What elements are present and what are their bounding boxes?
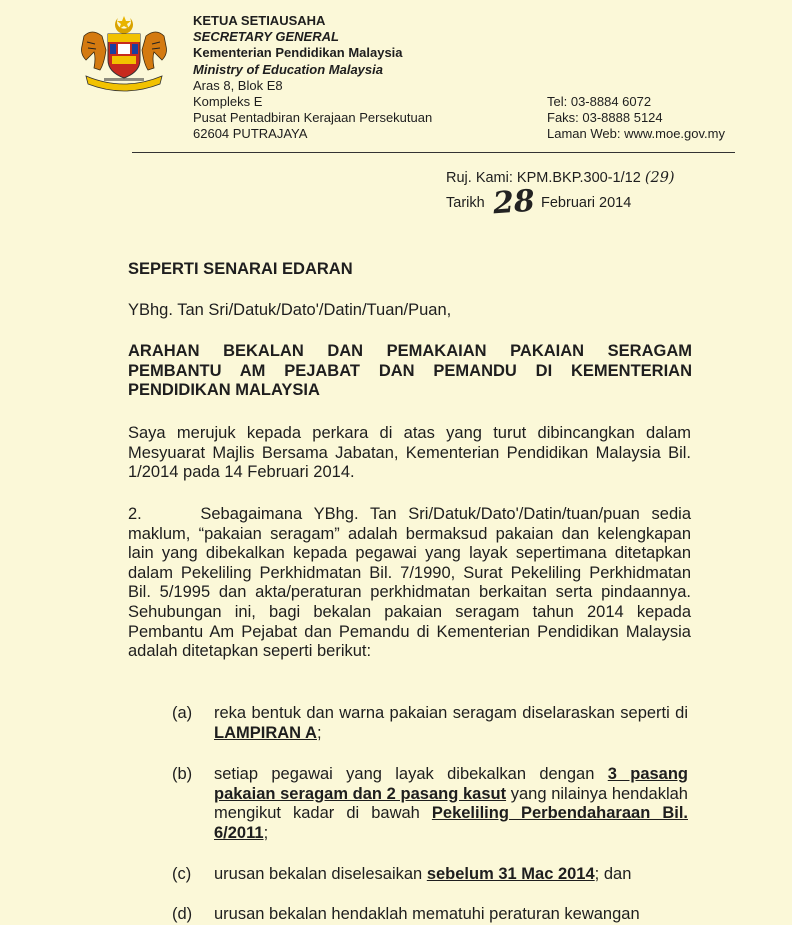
reference-number [446,170,675,186]
letterhead-contact [547,94,725,143]
address-line: Aras 8, Blok E8 [193,77,283,93]
telephone: Tel: 03-8884 6072 [547,94,652,109]
reference-label: Ruj. Kami: KPM.BKP.300-1/12 [446,170,641,186]
address-line: Kompleks E [193,94,263,110]
letterhead-title: KETUA SETIAUSAHA [193,13,326,28]
emphasis: sebelum 31 Mac 2014 [426,865,595,883]
date-line [446,195,632,211]
website: Laman Web: www.moe.gov.my [547,126,725,142]
letterhead-title-en: SECRETARY GENERAL [193,29,339,45]
address-line: Pusat Pentadbiran Kerajaan Persekutuan [193,110,433,126]
item-text: reka bentuk dan warna pakaian seragam diselaraskan seperti di LAMPIRAN A; [214,704,688,742]
reference-handwritten-number: (29) [644,170,675,186]
recipient: SEPERTI SENARAI EDARAN [128,260,353,278]
date-label: Tarikh [446,195,485,211]
item-text: urusan bekalan hendaklah mematuhi peraturan kewangan [214,905,640,923]
handwritten-date-day: 28 [491,183,536,222]
address-line: 62604 PUTRAJAYA [193,126,308,142]
item-label: (d) [172,905,193,923]
item-label: (b) [172,765,193,783]
emphasis: 3 pasang pakaian seragam dan 2 pasang kasut [214,765,689,803]
letterhead-divider [132,152,735,153]
letterhead-ministry-en: Ministry of Education Malaysia [193,61,383,77]
paragraph-2: 2. Sebagaimana YBhg. Tan Sri/Datuk/Dato'/Datin/tuan/puan sedia maklum, “pakaian seragam” adalah bermaksud pakaian dan kelengkapan lain yang dibekalkan kepada pegawai yang layak sepertimana ditetapkan dalam Pekeliling Perkhidmatan Bil. 7/1990, Surat Pekeliling Perkhidmatan Bil. 5/1995 dan akta/peraturan perkhidmatan berkaitan serta pindaannya. Sehubungan ini, bagi bekalan pakaian seragam tahun 2014 kepada Pembantu Am Pejabat dan Pemandu di Kementerian Pendidikan Malaysia adalah ditetapkan seperti berikut: [128,505,691,661]
salutation: YBhg. Tan Sri/Datuk/Dato'/Datin/Tuan/Puan, [128,301,452,319]
letterhead-ministry: Kementerian Pendidikan Malaysia [193,45,403,61]
fax: Faks: 03-8888 5124 [547,110,663,126]
emphasis: Pekeliling Perbendaharaan Bil. 6/2011 [214,804,688,842]
date-month-year: Februari 2014 [541,195,632,211]
item-text: setiap pegawai yang layak dibekalkan dengan 3 pasang pakaian seragam dan 2 pasang kasut yang nilainya hendaklah mengikut kadar di bawah Pekeliling Perbendaharaan Bil. 6/2011; [214,765,689,842]
coat-of-arms-logo [74,14,174,94]
item-label: (c) [172,865,192,883]
letter-subject: ARAHAN BEKALAN DAN PEMAKAIAN PAKAIAN SERAGAM PEMBANTU AM PEJABAT DAN PEMANDU DI KEMENTERIAN PENDIDIKAN MALAYSIA [128,342,692,400]
emphasis: LAMPIRAN A [214,723,317,742]
item-text: urusan bekalan diselesaikan sebelum 31 Mac 2014; dan [214,865,632,883]
paragraph-1: Saya merujuk kepada perkara di atas yang turut dibincangkan dalam Mesyuarat Majlis Bersama Jabatan, Kementerian Pendidikan Malaysia Bil. 1/2014 pada 14 Februari 2014. [128,424,691,482]
item-label: (a) [172,704,193,722]
letterhead-address [193,13,432,143]
